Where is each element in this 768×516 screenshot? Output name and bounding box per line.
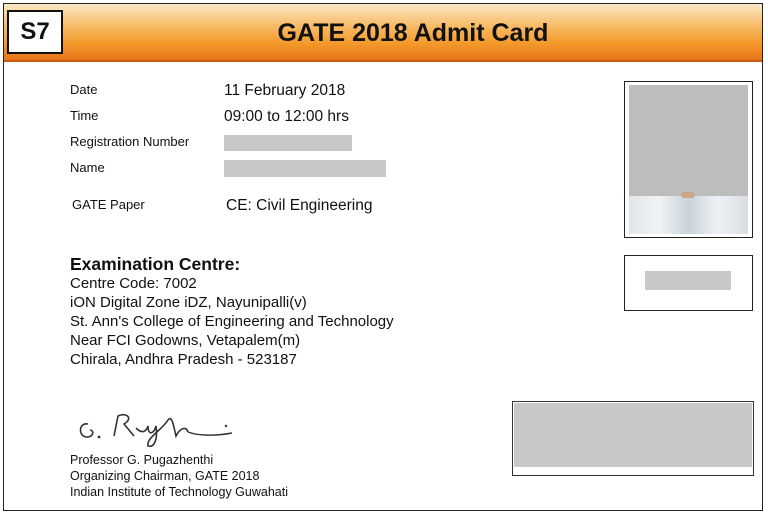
- time-value: 09:00 to 12:00 hrs: [224, 108, 349, 125]
- card-header: [4, 4, 762, 62]
- date-label: Date: [70, 82, 98, 97]
- examination-centre-heading: Examination Centre:: [70, 254, 241, 274]
- signature-tail: [188, 432, 232, 435]
- card-title: GATE 2018 Admit Card: [277, 19, 549, 47]
- centre-address-line-3: Near FCI Godowns, Vetapalem(m): [70, 332, 301, 349]
- candidate-signature-redacted: [645, 271, 731, 290]
- gate-paper-label: GATE Paper: [72, 197, 145, 212]
- admit-card: [3, 3, 763, 511]
- centre-address-line-1: iON Digital Zone iDZ, Nayunipalli(v): [70, 294, 307, 311]
- centre-address-line-4: Chirala, Andhra Pradesh - 523187: [70, 351, 297, 368]
- signature-stroke-g: [81, 424, 93, 437]
- chairman-signature: [76, 406, 236, 451]
- signatory-name: Professor G. Pugazhenthi: [70, 453, 214, 467]
- enrolment-box: [512, 401, 754, 476]
- registration-number-redacted: [224, 135, 352, 151]
- name-label: Name: [70, 160, 105, 175]
- signature-dot: [98, 436, 101, 439]
- signature-stroke-p: [114, 415, 134, 436]
- photo-chin: [681, 192, 695, 198]
- registration-number-label: Registration Number: [70, 134, 190, 149]
- candidate-name-redacted: [224, 160, 386, 177]
- gate-paper-value: CE: Civil Engineering: [226, 197, 373, 214]
- photo-shirt-area: [629, 196, 748, 234]
- candidate-signature-frame: [624, 255, 753, 311]
- candidate-photo-frame: [624, 81, 753, 238]
- enrolment-id-redacted: [514, 403, 752, 467]
- time-label: Time: [70, 108, 99, 123]
- date-value: 11 February 2018: [224, 82, 346, 99]
- centre-code: Centre Code: 7002: [70, 275, 197, 292]
- signature-stroke-ugazhenthi: [136, 419, 188, 447]
- candidate-photo: [629, 85, 748, 234]
- signatory-designation: Organizing Chairman, GATE 2018: [70, 469, 260, 483]
- signature-dot-i: [225, 425, 227, 427]
- paper-code-badge: S7: [7, 10, 63, 54]
- centre-address-line-2: St. Ann's College of Engineering and Technology: [70, 313, 394, 330]
- signatory-institute: Indian Institute of Technology Guwahati: [70, 485, 288, 499]
